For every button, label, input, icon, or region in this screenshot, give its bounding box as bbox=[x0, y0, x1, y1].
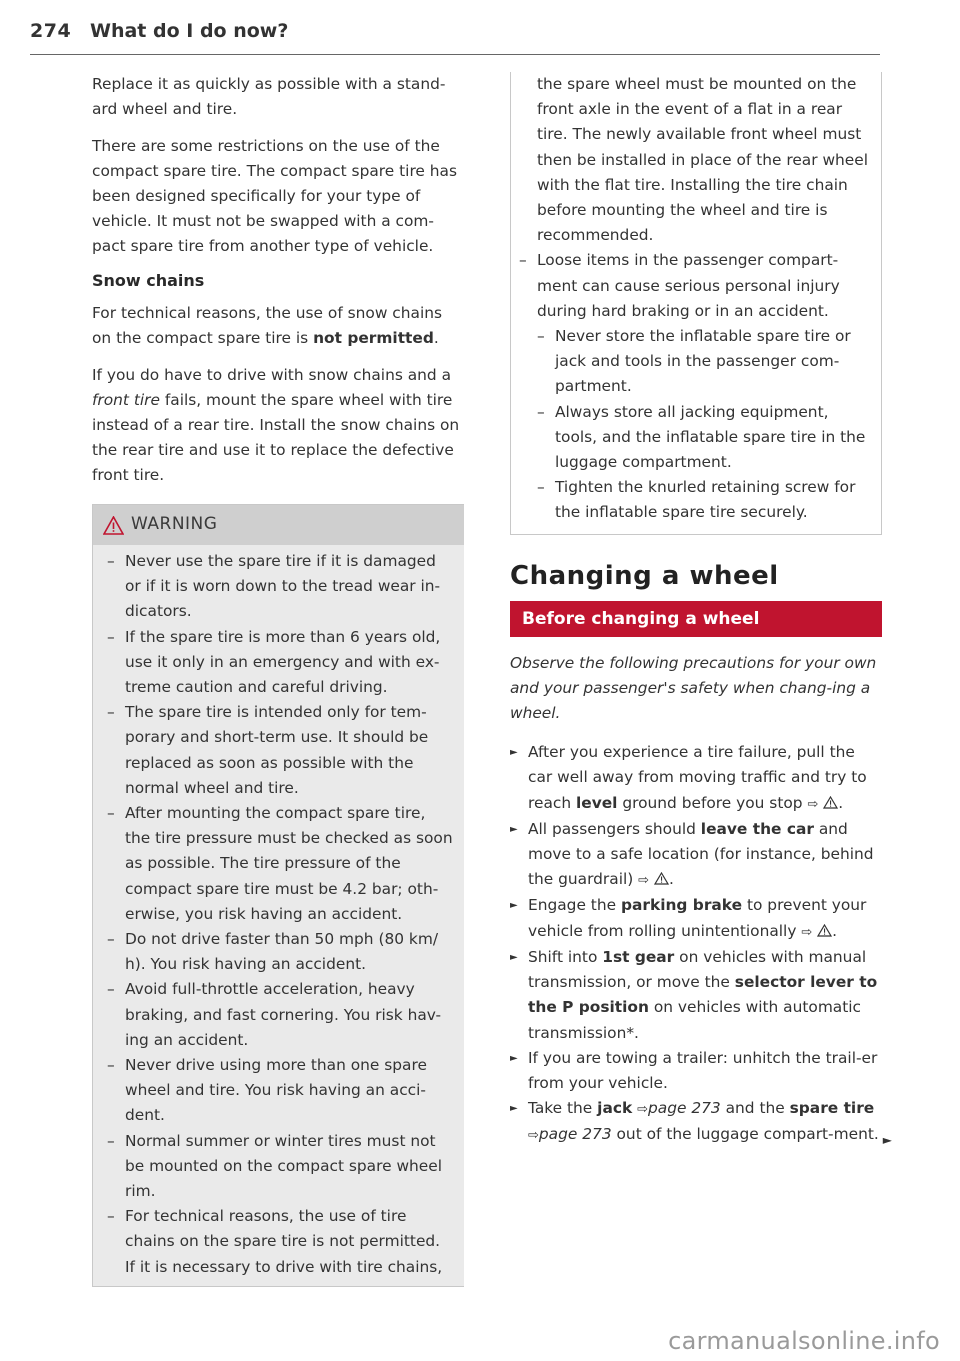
xref-arrow-icon: ⇨ bbox=[528, 1128, 539, 1144]
sublist-item: – Always store all jacking equipment, tools, and the inflatable spare tire in the luggage compartment. bbox=[537, 400, 871, 476]
text: If you do have to drive with snow chains and a bbox=[92, 366, 452, 384]
text: Engage the bbox=[528, 896, 621, 915]
emphasis: 1st gear bbox=[602, 947, 675, 966]
emphasis: selector lever to the P position bbox=[528, 973, 878, 1017]
list-item: – If the spare tire is more than 6 years old, use it only in an emergency and with ex-treme caution and careful driving. bbox=[107, 625, 454, 701]
sublist-item: – Never store the inflatable spare tire or jack and tools in the passenger com-partment. bbox=[537, 324, 871, 400]
watermark: carmanualsonline.info bbox=[668, 1327, 940, 1355]
intro-paragraph: Observe the following precautions for your own and your passenger's safety when chang-ing a wheel. bbox=[510, 653, 877, 723]
text: . bbox=[838, 793, 844, 812]
text: out of the luggage compart-ment. bbox=[611, 1125, 879, 1144]
emphasis: jack bbox=[597, 1099, 633, 1118]
list-item: – Avoid full-throttle acceleration, heavy braking, and fast cornering. You risk hav-ing an accident. bbox=[107, 977, 454, 1053]
text: and the bbox=[720, 1099, 790, 1118]
emphasis: parking brake bbox=[620, 896, 743, 915]
list-item-continued: the spare wheel must be mounted on the front axle in the event of a flat in a rear tire. The newly available front wheel must then be installed in place of the rear wheel with the flat tire. Installing the tire chain before mounting the wheel and tire is recommended. bbox=[537, 75, 868, 245]
warning-triangle-icon bbox=[103, 516, 124, 535]
sublist-item: – Tighten the knurled retaining screw for the inflatable spare tire securely. bbox=[537, 475, 871, 525]
page-reference-link[interactable]: page 273 bbox=[648, 1099, 721, 1118]
list-item: – Normal summer or winter tires must not be mounted on the compact spare wheel rim. bbox=[107, 1129, 454, 1205]
text: Loose items in the passenger compart-ment can cause serious personal injury during hard braking or in an accident. bbox=[537, 251, 840, 320]
xref-arrow-icon: ⇨ bbox=[801, 924, 813, 940]
emphasis: spare tire bbox=[789, 1099, 875, 1118]
text: . bbox=[832, 921, 838, 940]
snow-chains-heading: Snow chains bbox=[92, 271, 205, 290]
emphasis: leave the car bbox=[700, 819, 814, 838]
list-item: – The spare tire is intended only for tem-porary and short-term use. It should be replaced as soon as possible with the normal wheel and tire. bbox=[107, 700, 454, 801]
step-item bbox=[510, 1096, 882, 1148]
list-item: – After mounting the compact spare tire, the tire pressure must be checked as soon as possible. The tire pressure of the compact spare tire must be 4.2 bar; oth-erwise, you risk having an accident. bbox=[107, 801, 454, 927]
page-number: 274 bbox=[30, 20, 72, 42]
warning-list bbox=[519, 248, 871, 525]
text: For technical reasons, the use of snow chains on the compact spare tire is bbox=[92, 304, 443, 347]
step-item bbox=[510, 740, 882, 817]
text: After you experience a tire failure, pull the car well away from moving traffic and try to reach bbox=[528, 743, 867, 812]
xref-arrow-icon: ⇨ bbox=[637, 1102, 649, 1118]
section-title: Changing a wheel bbox=[510, 560, 779, 591]
text: Shift into bbox=[528, 947, 603, 966]
step-item: ► If you are towing a trailer: unhitch the trail-er from your vehicle. bbox=[510, 1046, 882, 1096]
text: fails, mount the spare wheel with tire instead of a rear tire. Install the snow chains on the rear tire and use it to replace the defective front tire. bbox=[92, 391, 460, 484]
warning-reference-icon[interactable] bbox=[823, 796, 838, 809]
steps-list bbox=[510, 740, 882, 1148]
page-header bbox=[30, 10, 880, 55]
xref-arrow-icon: ⇨ bbox=[807, 796, 819, 812]
list-item: – Never drive using more than one spare wheel and tire. You risk having an acci-dent. bbox=[107, 1053, 454, 1129]
emphasis: front tire bbox=[92, 391, 160, 409]
step-item bbox=[510, 817, 882, 894]
page-reference-link[interactable]: page 273 bbox=[538, 1125, 612, 1144]
warning-sublist bbox=[537, 324, 871, 526]
text: on vehicles with manual transmission, or move the bbox=[528, 947, 867, 992]
warning-list bbox=[93, 545, 464, 1280]
text: Take the bbox=[528, 1099, 598, 1118]
continue-arrow-icon: ► bbox=[882, 1132, 892, 1147]
list-item: – Do not drive faster than 50 mph (80 km/ h). You risk having an accident. bbox=[107, 927, 454, 977]
text: to prevent your vehicle from rolling unintentionally bbox=[528, 896, 867, 940]
step-item bbox=[510, 893, 882, 944]
paragraph bbox=[92, 301, 464, 351]
text: . bbox=[668, 870, 674, 889]
warning-header bbox=[93, 505, 464, 545]
emphasis: not permitted bbox=[313, 329, 434, 347]
list-item: – Never use the spare tire if it is damaged or if it is worn down to the tread wear in-dicators. bbox=[107, 549, 454, 625]
warning-continuation bbox=[510, 72, 882, 535]
text: All passengers should bbox=[528, 819, 701, 838]
step-item bbox=[510, 945, 882, 1046]
paragraph bbox=[92, 363, 464, 488]
warning-title: WARNING bbox=[131, 514, 218, 534]
emphasis: level bbox=[576, 793, 618, 812]
warning-reference-icon[interactable] bbox=[654, 872, 669, 885]
xref-arrow-icon: ⇨ bbox=[638, 873, 650, 889]
paragraph: Replace it as quickly as possible with a stand-ard wheel and tire. bbox=[92, 75, 446, 118]
text: ground before you stop bbox=[617, 793, 808, 812]
text: on vehicles with automatic transmission*. bbox=[528, 998, 862, 1042]
paragraph: There are some restrictions on the use of the compact spare tire. The compact spare tire has been designed specifically for your type of vehicle. It must not be swapped with a com-pact spare tire from another type of vehicle. bbox=[92, 137, 457, 255]
text: and move to a safe location (for instance, behind the guardrail) bbox=[528, 819, 874, 889]
chapter-title: What do I do now? bbox=[90, 20, 289, 42]
list-item: – For technical reasons, the use of tire chains on the spare tire is not permitted. If it is necessary to drive with tire chains, bbox=[107, 1204, 454, 1280]
text: . bbox=[433, 329, 439, 347]
warning-box bbox=[92, 504, 464, 1287]
right-column bbox=[510, 75, 892, 1149]
subsection-bar: Before changing a wheel bbox=[510, 601, 882, 637]
warning-reference-icon[interactable] bbox=[817, 924, 832, 937]
list-item bbox=[519, 248, 871, 525]
left-column bbox=[92, 72, 464, 1287]
